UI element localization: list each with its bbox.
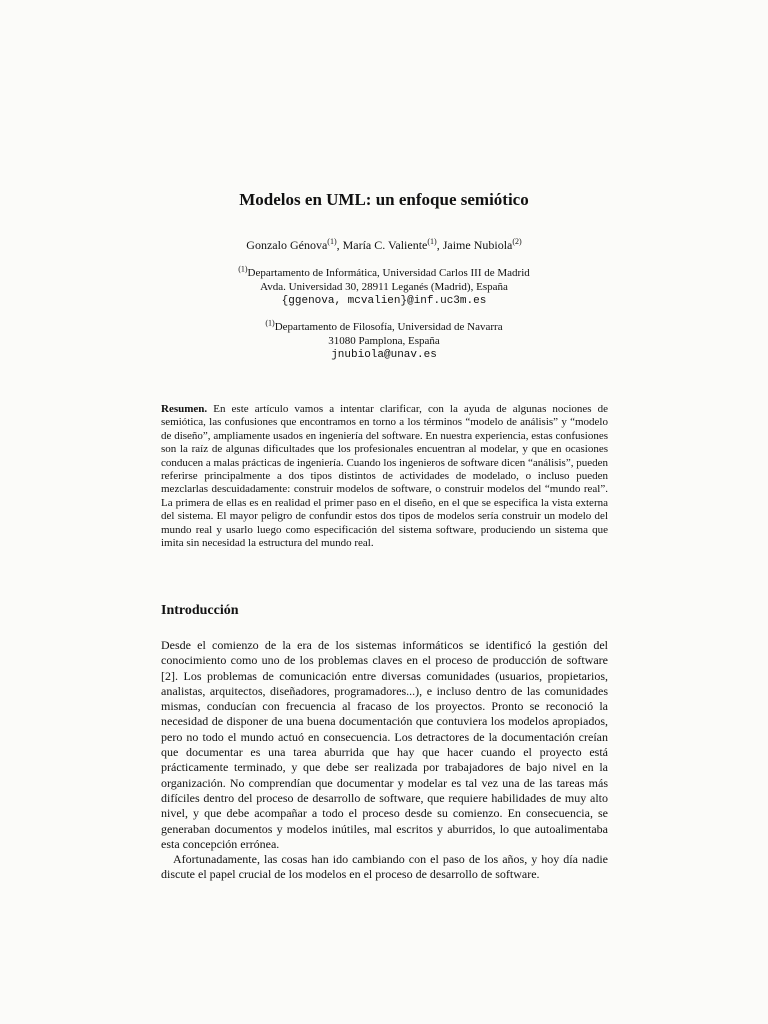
affiliation-email: {ggenova, mcvalien}@inf.uc3m.es xyxy=(281,295,487,307)
affiliation-block xyxy=(0,266,768,308)
affiliation-line xyxy=(0,266,768,280)
author-separator: , xyxy=(436,238,443,252)
affiliation-mark: (1) xyxy=(265,318,275,328)
affiliation-address: 31080 Pamplona, España xyxy=(328,335,440,347)
author-affiliation-mark: (1) xyxy=(327,237,337,246)
author-affiliation-mark: (2) xyxy=(512,237,522,246)
affiliation-department: Departamento de Informática, Universidad Carlos III de Madrid xyxy=(247,267,530,279)
author-name: Gonzalo Génova xyxy=(246,238,328,252)
author-name: María C. Valiente xyxy=(342,238,428,252)
body-paragraph: Afortunadamente, las cosas han ido cambiando con el paso de los años, y hoy día nadie discute el papel crucial de los modelos en el proceso de desarrollo de software. xyxy=(161,852,608,882)
section-body xyxy=(161,638,608,883)
body-paragraph: Desde el comienzo de la era de los sistemas informáticos se identificó la gestión del conocimiento como uno de los problemas claves en el proceso de producción de software [2]. Los problemas de comunicación entre diversas comunidades (usuarios, propietarios, analistas, arquitectos, diseñadores, programadores...), e incluso dentro de las comunidades mismas, conducían con frecuencia al fracaso de los proyectos. Pronto se reconoció la necesidad de disponer de una buena documentación que contuviera los modelos apropiados, pero no todo el mundo actuó en consecuencia. Los detractores de la documentación creían que documentar es una tarea aburrida que hay que hacer cuando el proyecto está prácticamente terminado, y que debe ser realizada por trabajadores de bajo nivel en la organización. No comprendían que documentar y modelar es tal vez una de las tareas más difíciles dentro del proceso de desarrollo de software, que requiere habilidades de muy alto nivel, y que debe acompañar a todo el proceso desde su comienzo. En consecuencia, se generaban documentos y modelos inútiles, mal escritos y aburridos, lo que autoalimentaba esta concepción errónea. xyxy=(161,638,608,851)
affiliation-mark: (1) xyxy=(238,264,248,274)
author-separator: , xyxy=(336,238,343,252)
author-list xyxy=(0,238,768,253)
affiliation-department: Departamento de Filosofía, Universidad de Navarra xyxy=(274,321,503,333)
abstract-text: En este artículo vamos a intentar clarificar, con la ayuda de algunas nociones de semiótica, las confusiones que encontramos en torno a los términos “modelo de análisis” y “modelo de diseño”, ampliamente usados en ingeniería del software. En nuestra experiencia, estas confusiones son la raíz de algunas dificultades que los profesionales encuentran al modelar, y que en ocasiones conducen a malas prácticas de ingeniería. Cuando los ingenieros de software dicen “análisis”, pueden referirse principalmente a dos tipos distintos de actividades de modelado, o incluso pueden mezclarlas descuidadamente: construir modelos de software, o construir modelos del “mundo real”. La primera de ellas es en realidad el primer paso en el diseño, en el que se especifica la vista externa del sistema. El mayor peligro de confundir estos dos tipos de modelos sería construir un modelo del mundo real y usarlo luego como especificación del sistema software, produciendo un sistema que imita sin necesidad la estructura del mundo real. xyxy=(161,403,609,550)
affiliation-address: Avda. Universidad 30, 28911 Leganés (Madrid), España xyxy=(260,281,508,293)
affiliation-block xyxy=(0,320,768,362)
abstract-label: Resumen. xyxy=(161,403,208,415)
paper-title: Modelos en UML: un enfoque semiótico xyxy=(239,190,529,209)
section-heading: Introducción xyxy=(161,603,239,618)
author-name: Jaime Nubiola xyxy=(442,238,513,252)
affiliation-line xyxy=(0,320,768,334)
author-affiliation-mark: (1) xyxy=(427,237,437,246)
affiliation-email: jnubiola@unav.es xyxy=(331,349,437,361)
abstract xyxy=(161,403,608,550)
